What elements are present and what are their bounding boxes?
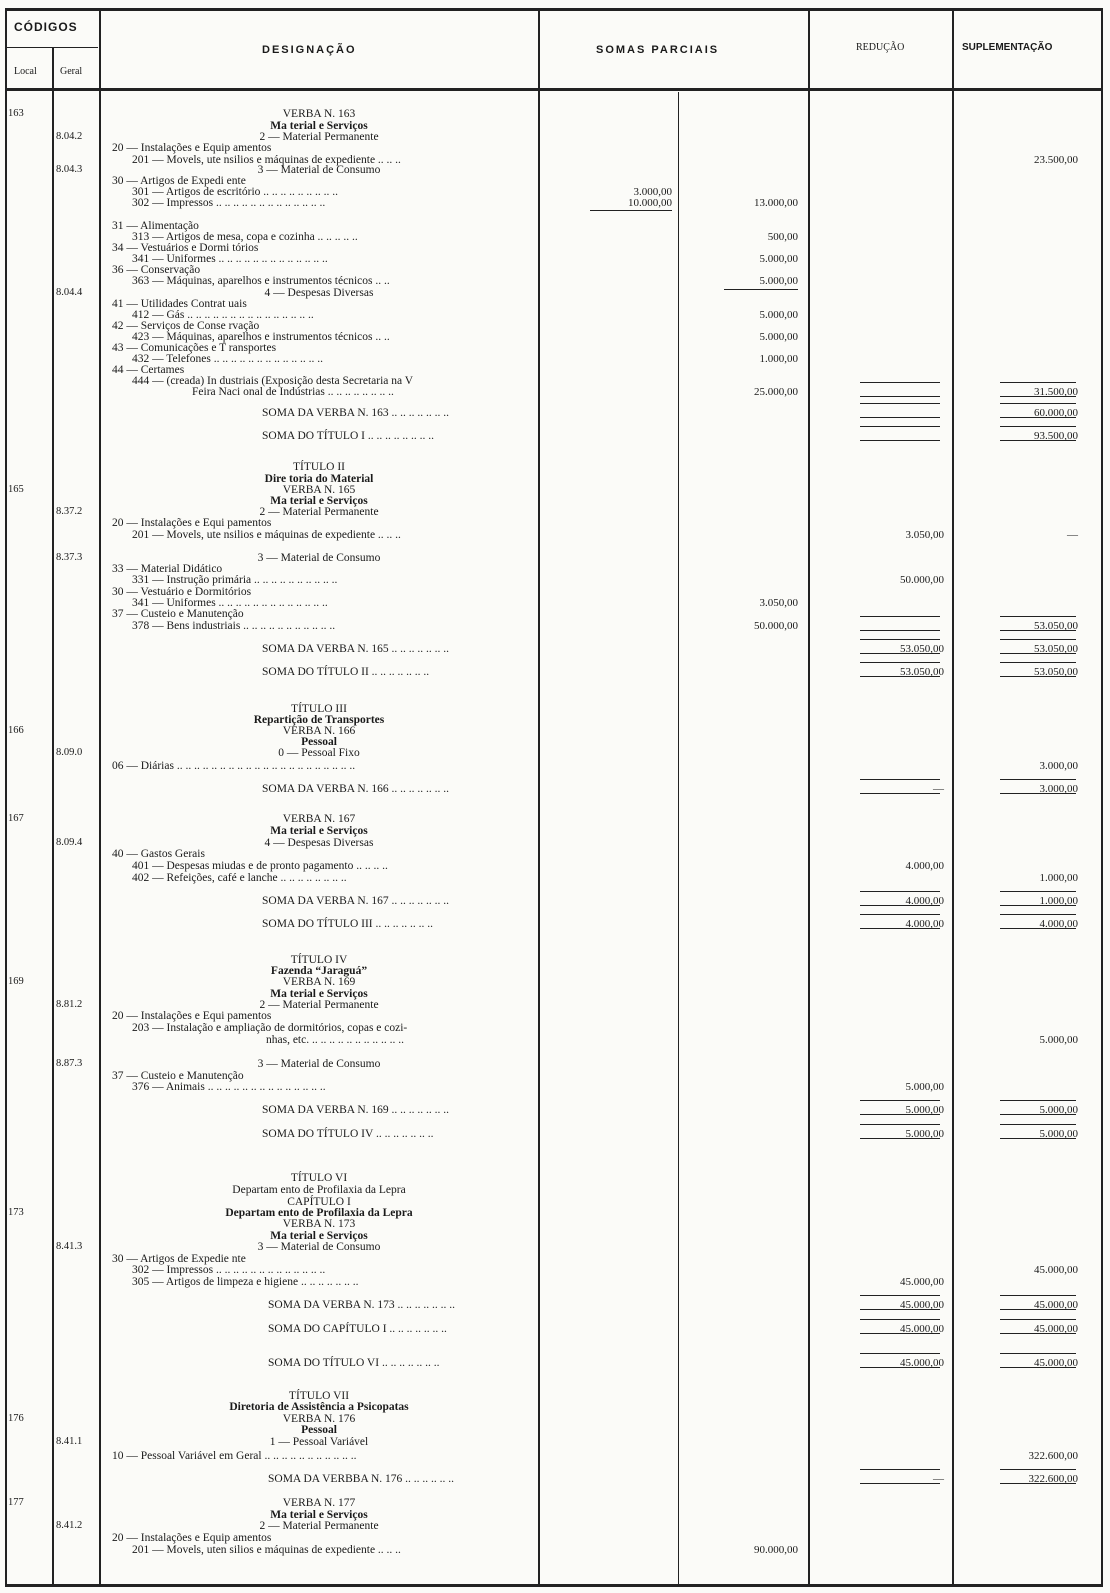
total-rule [860, 914, 940, 915]
designation-text: 201 — Movels, ute nsilios e máquinas de expediente .. .. .. [132, 154, 401, 166]
designation-text: 3 — Material de Consumo [257, 1241, 381, 1253]
reduction-value: 3.050,00 [905, 529, 944, 541]
designation-text: 4 — Despesas Diversas [264, 837, 374, 849]
total-rule [1000, 1483, 1076, 1484]
designation-text: TÍTULO IV [290, 954, 348, 966]
partial-total-value: 5.000,00 [759, 275, 798, 287]
designation-text: Ma terial e Serviços [270, 988, 368, 1000]
total-rule [860, 1483, 940, 1484]
supplement-value: 45.000,00 [1034, 1323, 1078, 1335]
local-code: 166 [8, 725, 24, 736]
header-geral: Geral [60, 66, 83, 77]
partial-total-value: 1.000,00 [759, 353, 798, 365]
partial-sum-value: 10.000,00 [628, 197, 672, 209]
designation-text: 34 — Vestuários e Dormi tórios [112, 242, 259, 254]
total-rule [860, 403, 940, 404]
designation-text: TÍTULO VII [288, 1390, 350, 1402]
supplement-value: 93.500,00 [1034, 430, 1078, 442]
designation-text: Pessoal [301, 1424, 337, 1436]
designation-text: 302 — Impressos .. .. .. .. .. .. .. .. .. .. .. .. .. [132, 197, 326, 209]
total-rule [860, 1138, 940, 1139]
total-rule [1000, 396, 1076, 397]
designation-text: Ma terial e Serviços [270, 1230, 368, 1242]
total-rule [860, 1124, 940, 1125]
designation-text: SOMA DO TÍTULO IV .. .. .. .. .. .. .. [262, 1128, 434, 1140]
supplement-value: 31.500,00 [1034, 386, 1078, 398]
supplement-value: — [1067, 529, 1078, 541]
reduction-value: 4.000,00 [905, 918, 944, 930]
total-rule [1000, 426, 1076, 427]
designation-text: 378 — Bens industriais .. .. .. .. .. .. .. .. .. .. .. [132, 620, 336, 632]
geral-code: 8.04.4 [56, 287, 83, 298]
local-code: 169 [8, 976, 24, 987]
designation-text: 341 — Uniformes .. .. .. .. .. .. .. .. .. .. .. .. .. [132, 253, 328, 265]
designation-text: 301 — Artigos de escritório .. .. .. .. .. .. .. .. .. [132, 186, 339, 198]
designation-text: Fazenda “Jaraguá” [270, 965, 368, 977]
designation-text: 3 — Material de Consumo [257, 1058, 381, 1070]
total-rule [1000, 779, 1076, 780]
geral-code: 8.81.2 [56, 999, 83, 1010]
designation-text: SOMA DA VERBA N. 169 .. .. .. .. .. .. .. [262, 1104, 450, 1116]
total-rule [1000, 1124, 1076, 1125]
designation-text: 20 — Instalações e Equi pamentos [112, 1010, 272, 1022]
total-rule [860, 1100, 940, 1101]
supplement-value: 45.000,00 [1034, 1357, 1078, 1369]
total-rule [1000, 639, 1076, 640]
designation-text: 423 — Máquinas, aparelhos e instrumentos técnicos .. .. [132, 331, 390, 343]
designation-text: 2 — Material Permanente [259, 506, 379, 518]
supplement-value: 1.000,00 [1039, 895, 1078, 907]
total-rule [860, 1309, 940, 1310]
designation-text: Ma terial e Serviços [270, 825, 368, 837]
geral-code: 8.41.1 [56, 1436, 83, 1447]
designation-text: 37 — Custeio e Manutenção [112, 608, 244, 620]
total-rule [1000, 891, 1076, 892]
total-rule [1000, 914, 1076, 915]
designation-text: 2 — Material Permanente [259, 999, 379, 1011]
designation-text: 444 — (creada) In dustriais (Exposição desta Secretaria na V [132, 375, 414, 387]
reduction-value: 53.050,00 [900, 666, 944, 678]
supplement-value: 45.000,00 [1034, 1264, 1078, 1276]
designation-text: VERBA N. 165 [282, 484, 356, 496]
designation-text: SOMA DO TÍTULO III .. .. .. .. .. .. .. [262, 918, 434, 930]
total-rule [1000, 1138, 1076, 1139]
local-code: 177 [8, 1497, 24, 1508]
designation-text: 1 — Pessoal Variável [269, 1436, 369, 1448]
designation-text: SOMA DA VERBA N. 167 .. .. .. .. .. .. .. [262, 895, 450, 907]
designation-text: 40 — Gastos Gerais [112, 848, 205, 860]
designation-text: 20 — Instalações e Equi pamentos [112, 517, 272, 529]
designation-text: 30 — Vestuário e Dormitórios [112, 586, 252, 598]
geral-code: 8.04.3 [56, 164, 83, 175]
supplement-value: 53.050,00 [1034, 666, 1078, 678]
designation-text: nhas, etc. .. .. .. .. .. .. .. .. .. .. .. [266, 1034, 404, 1046]
reduction-value: 45.000,00 [900, 1299, 944, 1311]
total-rule [860, 396, 940, 397]
total-rule [1000, 1353, 1076, 1354]
designation-text: 201 — Movels, uten silios e máquinas de expediente .. .. .. [132, 1544, 401, 1556]
designation-text: 201 — Movels, ute nsilios e máquinas de expediente .. .. .. [132, 529, 401, 541]
supplement-value: 53.050,00 [1034, 643, 1078, 655]
designation-text: 302 — Impressos .. .. .. .. .. .. .. .. .. .. .. .. .. [132, 1264, 326, 1276]
subtotal-underline [590, 210, 672, 211]
supplement-value: 5.000,00 [1039, 1104, 1078, 1116]
partial-total-value: 5.000,00 [759, 331, 798, 343]
reduction-value: 50.000,00 [900, 574, 944, 586]
designation-text: 2 — Material Permanente [259, 131, 379, 143]
designation-text: 331 — Instrução primária .. .. .. .. .. .. .. .. .. .. [132, 574, 338, 586]
designation-text: 31 — Alimentação [112, 220, 199, 232]
reduction-value: 45.000,00 [900, 1323, 944, 1335]
total-rule [860, 1469, 940, 1470]
supplement-value: 1.000,00 [1039, 872, 1078, 884]
supplement-value: 53.050,00 [1034, 620, 1078, 632]
partial-total-value: 500,00 [767, 231, 798, 243]
designation-text: 37 — Custeio e Manutenção [112, 1070, 244, 1082]
reduction-value: 4.000,00 [905, 860, 944, 872]
designation-text: SOMA DA VERBBA N. 176 .. .. .. .. .. .. [268, 1473, 455, 1485]
header-suplementacao: SUPLEMENTAÇÃO [962, 42, 1053, 53]
total-rule [860, 417, 940, 418]
local-code: 176 [8, 1413, 24, 1424]
designation-text: VERBA N. 167 [282, 813, 356, 825]
designation-text: Ma terial e Serviços [270, 495, 368, 507]
designation-text: VERBA N. 163 [282, 108, 356, 120]
designation-text: Diretoria de Assistência a Psicopatas [229, 1401, 409, 1413]
geral-code: 8.37.2 [56, 506, 83, 517]
geral-code: 8.41.2 [56, 1520, 83, 1531]
total-rule [1000, 440, 1076, 441]
total-rule [860, 905, 940, 906]
local-code: 163 [8, 108, 24, 119]
reduction-value: 4.000,00 [905, 895, 944, 907]
total-rule [1000, 1469, 1076, 1470]
total-rule [1000, 676, 1076, 677]
designation-text: 2 — Material Permanente [259, 1520, 379, 1532]
designation-text: Feira Naci onal de Indústrias .. .. .. .. .. .. .. .. [192, 386, 394, 398]
designation-text: 30 — Artigos de Expedi ente [112, 175, 246, 187]
designation-text: SOMA DO CAPÍTULO I .. .. .. .. .. .. .. [268, 1323, 447, 1335]
designation-text: 36 — Conservação [112, 264, 201, 276]
reduction-value: 45.000,00 [900, 1276, 944, 1288]
designation-text: SOMA DA VERBA N. 173 .. .. .. .. .. .. .. [268, 1299, 456, 1311]
designation-text: Ma terial e Serviços [270, 120, 368, 132]
total-rule [860, 1114, 940, 1115]
total-rule [860, 928, 940, 929]
designation-text: Repartição de Transportes [253, 714, 385, 726]
total-rule [1000, 1319, 1076, 1320]
partial-total-value: 25.000,00 [754, 386, 798, 398]
total-rule [1000, 403, 1076, 404]
local-code: 173 [8, 1207, 24, 1218]
total-rule [1000, 382, 1076, 383]
total-rule [1000, 1309, 1076, 1310]
partial-total-value: 5.000,00 [759, 309, 798, 321]
supplement-value: 5.000,00 [1039, 1128, 1078, 1140]
total-rule [860, 382, 940, 383]
total-rule [1000, 793, 1076, 794]
designation-text: 363 — Máquinas, aparelhos e instrumentos técnicos .. .. [132, 275, 390, 287]
designation-text: TÍTULO III [291, 703, 347, 715]
geral-code: 8.04.2 [56, 131, 83, 142]
geral-code: 8.87.3 [56, 1058, 83, 1069]
designation-text: 402 — Refeições, café e lanche .. .. .. .. .. .. .. .. [132, 872, 347, 884]
supplement-value: 5.000,00 [1039, 1034, 1078, 1046]
total-rule [860, 616, 940, 617]
subtotal-underline [724, 289, 798, 290]
reduction-value: 53.050,00 [900, 643, 944, 655]
designation-text: 4 — Despesas Diversas [264, 287, 374, 299]
total-rule [1000, 1333, 1076, 1334]
total-rule [860, 653, 940, 654]
designation-text: SOMA DA VERBA N. 166 .. .. .. .. .. .. .. [262, 783, 450, 795]
total-rule [860, 793, 940, 794]
partial-total-value: 13.000,00 [754, 197, 798, 209]
designation-text: 412 — Gás .. .. .. .. .. .. .. .. .. .. .. .. .. .. .. [132, 309, 314, 321]
designation-text: SOMA DA VERBA N. 163 .. .. .. .. .. .. .. [262, 407, 450, 419]
partial-total-value: 90.000,00 [754, 1544, 798, 1556]
designation-text: VERBA N. 176 [282, 1413, 356, 1425]
header-reducao: REDUÇÃO [856, 42, 905, 53]
total-rule [860, 630, 940, 631]
total-rule [1000, 1295, 1076, 1296]
total-rule [860, 676, 940, 677]
geral-code: 8.41.3 [56, 1241, 83, 1252]
partial-sum-value: 3.000,00 [633, 186, 672, 198]
designation-text: 06 — Diárias .. .. .. .. .. .. .. .. .. .. .. .. .. .. .. .. .. .. .. .. .. [112, 760, 356, 772]
total-rule [1000, 662, 1076, 663]
designation-text: 341 — Uniformes .. .. .. .. .. .. .. .. .. .. .. .. .. [132, 597, 328, 609]
supplement-value: 60.000,00 [1034, 407, 1078, 419]
designation-text: 313 — Artigos de mesa, copa e cozinha .. .. .. .. .. [132, 231, 358, 243]
designation-text: 3 — Material de Consumo [257, 164, 381, 176]
total-rule [860, 662, 940, 663]
designation-text: 20 — Instalações e Equip amentos [112, 1532, 272, 1544]
designation-text: 30 — Artigos de Expedie nte [112, 1253, 246, 1265]
designation-text: VERBA N. 177 [282, 1497, 356, 1509]
supplement-value: 45.000,00 [1034, 1299, 1078, 1311]
designation-text: 203 — Instalação e ampliação de dormitórios, copas e cozi- [132, 1022, 408, 1034]
supplement-value: 322.600,00 [1028, 1473, 1078, 1485]
designation-text: Departam ento de Profilaxia da Lepra [232, 1184, 406, 1196]
designation-text: CAPÍTULO I [287, 1196, 351, 1208]
total-rule [860, 1295, 940, 1296]
total-rule [1000, 1114, 1076, 1115]
header-designacao: DESIGNAÇÃO [262, 44, 357, 56]
designation-text: 305 — Artigos de limpeza e higiene .. .. .. .. .. .. .. [132, 1276, 359, 1288]
total-rule [1000, 1100, 1076, 1101]
designation-text: VERBA N. 166 [282, 725, 356, 737]
designation-text: SOMA DO TÍTULO II .. .. .. .. .. .. .. [262, 666, 430, 678]
total-rule [860, 1333, 940, 1334]
total-rule [1000, 653, 1076, 654]
total-rule [860, 639, 940, 640]
total-rule [1000, 616, 1076, 617]
designation-text: 3 — Material de Consumo [257, 552, 381, 564]
geral-code: 8.09.0 [56, 747, 83, 758]
designation-text: SOMA DA VERBA N. 165 .. .. .. .. .. .. .. [262, 643, 450, 655]
designation-text: SOMA DO TÍTULO VI .. .. .. .. .. .. .. [268, 1357, 440, 1369]
total-rule [860, 440, 940, 441]
total-rule [1000, 1367, 1076, 1368]
supplement-value: 3.000,00 [1039, 783, 1078, 795]
supplement-value: 3.000,00 [1039, 760, 1078, 772]
designation-text: 43 — Comunicações e T ransportes [112, 342, 277, 354]
partial-total-value: 5.000,00 [759, 253, 798, 265]
reduction-value: 45.000,00 [900, 1357, 944, 1369]
designation-text: 10 — Pessoal Variável em Geral .. .. .. .. .. .. .. .. .. .. .. [112, 1450, 357, 1462]
total-rule [860, 1319, 940, 1320]
designation-text: 401 — Despesas miudas e de pronto pagamento .. .. .. .. [132, 860, 388, 872]
partial-total-value: 50.000,00 [754, 620, 798, 632]
designation-text: 0 — Pessoal Fixo [278, 747, 360, 759]
designation-text: 432 — Telefones .. .. .. .. .. .. .. .. .. .. .. .. .. [132, 353, 323, 365]
designation-text: VERBA N. 169 [282, 976, 356, 988]
designation-text: 44 — Certames [112, 364, 185, 376]
total-rule [860, 891, 940, 892]
partial-total-value: 3.050,00 [759, 597, 798, 609]
supplement-value: 322.600,00 [1028, 1450, 1078, 1462]
reduction-value: 5.000,00 [905, 1104, 944, 1116]
header-somas-parciais: SOMAS PARCIAIS [596, 44, 720, 56]
designation-text: Ma terial e Serviços [270, 1509, 368, 1521]
total-rule [860, 1353, 940, 1354]
supplement-value: 4.000,00 [1039, 918, 1078, 930]
total-rule [860, 779, 940, 780]
designation-text: 42 — Serviços de Conse rvação [112, 320, 260, 332]
designation-text: 33 — Material Didático [112, 563, 223, 575]
reduction-value: — [933, 783, 944, 795]
designation-text: SOMA DO TÍTULO I .. .. .. .. .. .. .. .. [262, 430, 434, 442]
geral-code: 8.09.4 [56, 837, 83, 848]
designation-text: 41 — Utilidades Contrat uais [112, 298, 247, 310]
local-code: 165 [8, 484, 24, 495]
local-code: 167 [8, 813, 24, 824]
total-rule [860, 426, 940, 427]
designation-text: TÍTULO II [292, 461, 346, 473]
designation-text: Departam ento de Profilaxia da Lepra [225, 1207, 413, 1219]
reduction-value: 5.000,00 [905, 1081, 944, 1093]
reduction-value: 5.000,00 [905, 1128, 944, 1140]
total-rule [1000, 905, 1076, 906]
geral-code: 8.37.3 [56, 552, 83, 563]
total-rule [860, 1367, 940, 1368]
designation-text: 376 — Animais .. .. .. .. .. .. .. .. .. .. .. .. .. .. [132, 1081, 326, 1093]
designation-text: Pessoal [301, 736, 337, 748]
header-local: Local [14, 66, 37, 77]
supplement-value: 23.500,00 [1034, 154, 1078, 166]
header-codigos: CÓDIGOS [14, 20, 78, 34]
total-rule [1000, 630, 1076, 631]
designation-text: 20 — Instalações e Equip amentos [112, 142, 272, 154]
designation-text: TÍTULO VI [290, 1172, 348, 1184]
reduction-value: — [933, 1473, 944, 1485]
designation-text: Dire toria do Material [264, 473, 374, 485]
total-rule [1000, 417, 1076, 418]
total-rule [1000, 928, 1076, 929]
designation-text: VERBA N. 173 [282, 1218, 356, 1230]
